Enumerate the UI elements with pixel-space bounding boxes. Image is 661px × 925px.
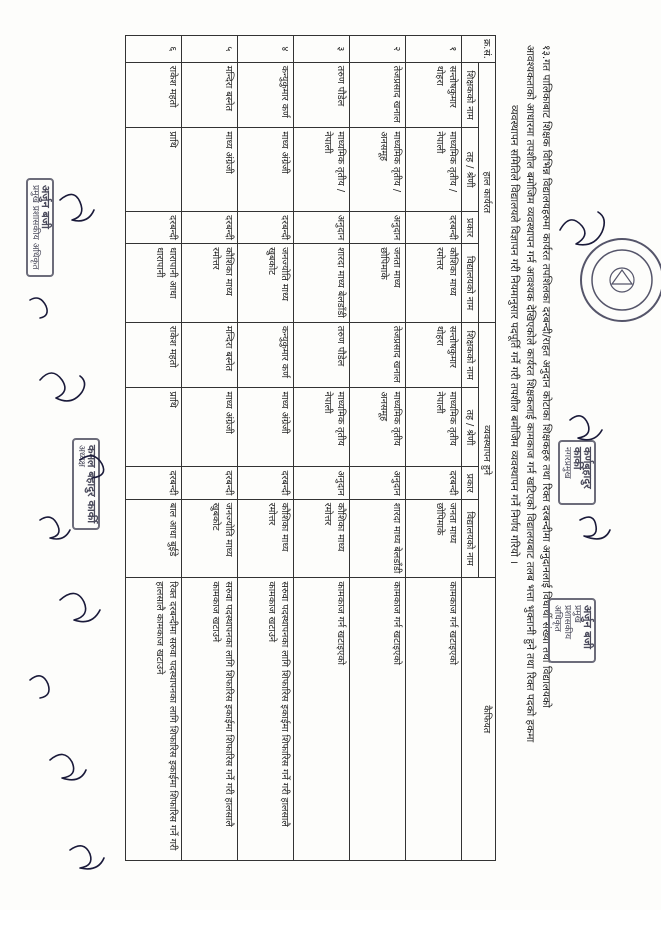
cell-sn: ६ [126,36,182,63]
cell-teacher: सन्तोषकुमार थोहरा [406,62,462,128]
header-teacher-name: शिक्षकको नाम [462,62,479,128]
cell-new-level: माध्य अंग्रेजी [238,388,294,467]
signature-12 [70,846,104,869]
signature-5 [30,298,47,318]
cell-new-teacher: राकेश महतो [126,322,182,388]
cell-level: माध्यमिक तृतीय / नेपाली [294,128,350,212]
cell-sn: २ [350,36,406,63]
cell-sn: ५ [182,36,238,63]
stamp-title: प्रमुख प्रशासकीय अधिकृत [30,185,40,270]
stamp-title: अध्यक्ष [76,445,86,467]
cell-new-school: जनता माध्य छोपिमाके [406,499,462,578]
intro-line-3: व्यवस्थापन समितिले विद्यालयले विज्ञापन गरी नियमानुसार पदपूर्ति गर्ने गरी तपशील बमोजिम व्यवस्थापन गर्ने निर्णय गरियो । [508,105,520,564]
header-level: तह / श्रेणी [462,128,479,212]
header-school-name: विद्यालयको नाम [462,244,479,323]
cell-school: धारापानी आधा धारापानी [126,244,182,323]
intro-line-2: आवश्यकताको आधारमा तपशील बमोजिम व्यवस्थापन गर्न आवश्यक देखिएकोले कार्यरत शिक्षकलाई कामकाज गर्न खटिएको विद्यालयबाट तलब भत्ता भुक्तानी हुने तथा रिक्त पदको हकमा [524,45,536,743]
signature-1 [560,212,604,245]
cell-teacher: मन्दिरा बस्नेत [182,62,238,128]
cell-new-type: दरबन्दी [126,467,182,499]
cell-teacher: राकेश महतो [126,62,182,128]
cell-sn: ३ [294,36,350,63]
signature-8 [40,517,70,539]
cell-type: दरबन्दी [238,211,294,243]
header-sn: क्र.सं. [462,36,496,63]
cell-new-level: प्राथि [126,388,182,467]
signature-6 [40,373,85,401]
cell-school: कौशिका माध्य रमोत्तर [182,244,238,323]
header-new-school-name: विद्यालयको नाम [462,499,479,578]
cell-new-type: दरबन्दी [406,467,462,499]
cell-remarks: कामकाज गर्न खटाइएको [294,578,350,861]
cell-teacher: तेजप्रसाद खनाल [350,62,406,128]
cell-teacher: तरुण पौडेल [294,62,350,128]
cell-new-level: माध्यमिक तृतीय नेपाली [294,388,350,467]
signature-2 [570,416,602,440]
cell-new-type: अनुदान [350,467,406,499]
stamp-name: कमल बहादुर कार्की [85,445,98,524]
cell-remarks: कामकाज गर्न खटाइएको [350,578,406,861]
cell-new-teacher: तेजप्रसाद खनाल [350,322,406,388]
stamp-name: कर्णबहादुर कार्की [571,447,594,489]
cell-new-teacher: सन्तोषकुमार थोहरा [406,322,462,388]
stamp-title: प्रमुख प्रशासकीय अधिकृत [552,605,582,640]
cell-level: माध्यमिक तृतीय / अनसमूह [350,128,406,212]
cell-sn: १ [406,36,462,63]
cell-school: शारदा माध्य बेलडाँडी [294,244,350,323]
cell-level: माध्यमिक तृतीय / नेपाली [406,128,462,212]
signature-9 [60,593,100,621]
signature-4 [60,194,94,220]
header-group-managed: व्यवस्थापन हुने [479,322,496,578]
cell-new-type: दरबन्दी [238,467,294,499]
cell-school: जनता माध्य छोपिमाके [350,244,406,323]
cell-remarks: रिक्त दरबन्दीमा सरुवा पदस्थापनका लागि शिफारिस इकाईमा शिफारिस गर्ने गरी हालसालै कामकाज खटाउने [126,578,182,861]
cell-remarks: कामकाज गर्न खटाइएको [406,578,462,861]
cell-new-level: माध्य अंग्रेजी [182,388,238,467]
cell-new-school: जनज्योति माध्य खुबकोट [182,499,238,578]
header-new-teacher-name: शिक्षकको नाम [462,322,479,388]
stamp-name: अर्जुन बजी [39,185,52,229]
cell-new-school: शारदा माध्य बेलडाँडी [350,499,406,578]
signature-7 [80,456,104,478]
cell-type: दरबन्दी [406,211,462,243]
cell-type: दरबन्दी [126,211,182,243]
header-remarks: कैफियत [462,578,496,861]
cell-type: दरबन्दी [182,211,238,243]
signature-3 [580,517,610,539]
cell-new-level: माध्यमिक तृतीय अनसमूह [350,388,406,467]
header-type: प्रकार [462,211,479,243]
stamp-name: अर्जुन बजी [581,605,594,649]
header-new-type: प्रकार [462,467,479,499]
cell-type: अनुदान [350,211,406,243]
cell-level: माध्य अंग्रेजी [182,128,238,212]
cell-level: प्राथि [126,128,182,212]
stamp-title: नगरप्रमुख [562,447,572,479]
cell-new-type: दरबन्दी [182,467,238,499]
cell-teacher: कन्युकुमार कर्ण [238,62,294,128]
cell-type: अनुदान [294,211,350,243]
header-group-current: हाल कार्यरत [479,62,496,322]
cell-new-level: माध्यमिक तृतीय नेपाली [406,388,462,467]
cell-new-school: कौशिका माध्य रमोत्तर [294,499,350,578]
cell-new-teacher: तरुण पौडेल [294,322,350,388]
signature-10 [30,676,49,698]
cell-new-teacher: कन्युकुमार कर्ण [238,322,294,388]
cell-school: जनज्योति माध्य खुबकोट [238,244,294,323]
cell-new-teacher: मन्दिरा बस्नेत [182,322,238,388]
signature-11 [50,754,86,779]
cell-remarks: सरुवा पदस्थापनका लागि शिफारिस इकाईमा शिफारिस गर्ने गरी हालसालै कामकाज खटाउने [182,578,238,861]
cell-new-school: बाल आधा बुईडे [126,499,182,578]
cell-level: माध्य अंग्रेजी [238,128,294,212]
intro-line-1: १३.गत पालिकाबाट शिक्षक विभिन्न विद्यालयहरुमा कार्यरत तपशिलका दरबन्दी/राहत अनुदान कोटाका शिक्षकहरु तथा रिक्त दरबन्दीमा अनुदानलाई विधार्थी संख्या तथा विद्यालयको [540,45,552,708]
cell-sn: ४ [238,36,294,63]
cell-new-type: अनुदान [294,467,350,499]
cell-school: कौशिका माध्य रमोत्तर [406,244,462,323]
cell-remarks: सरुवा पदस्थापनका लागि शिफारिस इकाईमा शिफारिस गर्ने गरी हालसालै कामकाज खटाउने [238,578,294,861]
header-new-level: तह / श्रेणी [462,388,479,467]
cell-new-school: कौशिका माध्य रमोत्तर [238,499,294,578]
